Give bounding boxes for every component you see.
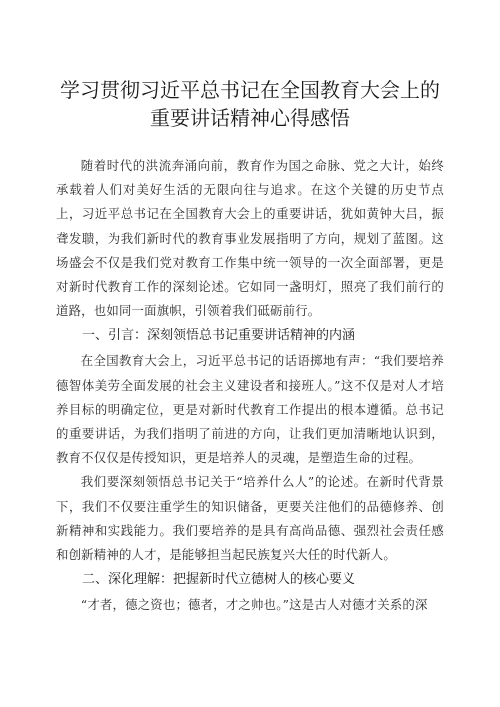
document-title: 学习贯彻习近平总书记在全国教育大会上的重要讲话精神心得感悟 [60,78,440,130]
section2-paragraph-1: “才者，德之资也；德者，才之帅也。”这是古人对德才关系的深 [80,597,428,613]
intro-paragraph: 随着时代的洪流奔涌向前，教育作为国之命脉、党之大计，始终承载着人们对美好生活的无限向往与追求。在这个关键的历史节点上，习近平总书记在全国教育大会上的重要讲话，犹如黄钟大吕，振聋发聩，为我们新时代的教育事业发展指明了方向，规划了蓝图。这场盛会不仅是我们党对教育工作集中统一领导的一次全面部署，更是对新时代教育工作的深刻论述。它如同一盏明灯，照亮了我们前行的道路，也如同一面旗帜，引领着我们砥砺前行。 [56,158,444,319]
section-heading-1: 一、引言：深刻领悟总书记重要讲话精神的内涵 [82,328,356,344]
section1-paragraph-2: 我们要深刻领悟总书记关于“培养什么人”的论述。在新时代背景下，我们不仅要注重学生的知识储备，更要关注他们的品德修养、创新精神和实践能力。我们要培养的是具有高尚品德、强烈社会责任感和创新精神的人才，是能够担当起民族复兴大任的时代新人。 [56,474,444,563]
section1-paragraph-1: 在全国教育大会上，习近平总书记的话语掷地有声：“我们要培养德智体美劳全面发展的社会主义建设者和接班人。”这不仅是对人才培养目标的明确定位，更是对新时代教育工作提出的根本遵循。总书记的重要讲话，为我们指明了前进的方向，让我们更加清晰地认识到，教育不仅仅是传授知识，更是培养人的灵魂，是塑造生命的过程。 [56,353,444,466]
section-heading-2: 二、深化理解：把握新时代立德树人的核心要义 [82,572,356,588]
